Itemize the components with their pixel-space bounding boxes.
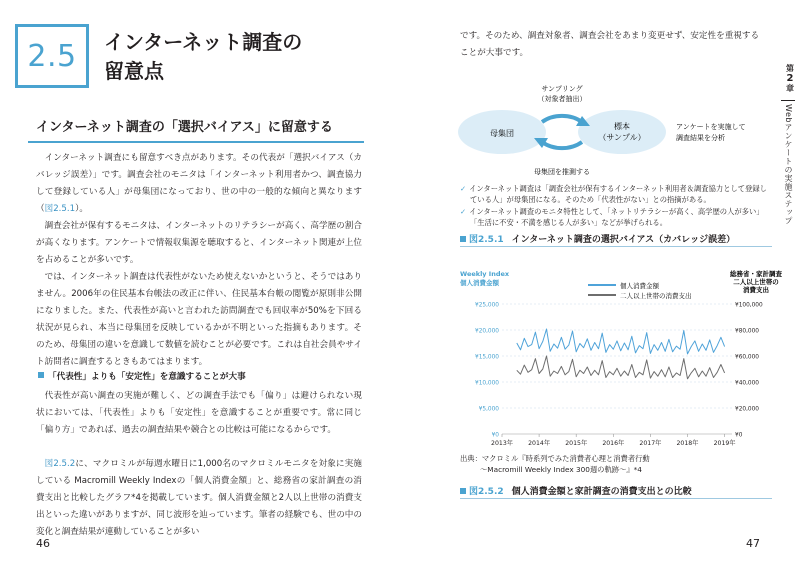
left-tick-label: ¥20,000	[475, 328, 499, 335]
legend-label-household: 二人以上世帯の消費支出	[620, 292, 692, 300]
left-tick-label: ¥0	[491, 432, 499, 439]
consumption-line-chart	[456, 266, 786, 452]
left-tick-label: ¥5,000	[478, 406, 499, 413]
right-axis-title-line2: 二人以上世帯の	[733, 278, 779, 286]
figure-2-5-1-number	[460, 235, 504, 245]
paragraph-2: 調査会社が保有するモニタは、インターネットのリテラシーが高く、高学歴の割合が高くなります。アンケートで情報収集源を聴取すると、インターネット関連が上位を占めることが多いです。	[36, 221, 362, 265]
legend-label-personal: 個人消費金額	[620, 282, 659, 290]
analysis-note-line2: 調査結果を分析	[676, 134, 725, 142]
section-title-line2: 留意点	[104, 59, 164, 83]
x-tick-label: 2019年	[713, 440, 736, 447]
left-axis-title-line1: Weekly Index	[460, 270, 510, 278]
continuation-text: です。そのため、調査対象者、調査会社をあまり変更せず、安定性を重視することが大事です。	[460, 31, 760, 58]
right-tick-label: ¥40,000	[735, 380, 759, 387]
inference-label: 母集団を推測する	[534, 168, 590, 176]
para1-text-a: インターネット調査にも留意すべき点があります。その代表が「選択バイアス（カバレッジ誤差）」です。調査会社のモニタは「インターネット利用者かつ、調査協力して登録している人」が母集団になっており、世の中の一般的な傾向と異なります（	[36, 153, 362, 214]
bullet-heading-text: 「代表性」よりも「安定性」を意識することが大事	[48, 372, 246, 382]
page-number-left: 46	[36, 537, 50, 550]
source-line2: ～Macromill Weekly Index 300週の軌跡～』*4	[480, 464, 642, 474]
paragraph-1	[36, 150, 362, 218]
figure-2-5-2-title: 個人消費金額と家計調査の消費支出との比較	[511, 487, 692, 497]
para1-text-b: ）。	[75, 204, 88, 214]
sample-label-line2: （サンプル）	[598, 133, 646, 142]
sampling-label-line1: サンプリング	[541, 85, 583, 93]
side-chapter-title: Webアンケートの実施ステップ	[784, 104, 793, 225]
x-tick-label: 2016年	[602, 440, 625, 447]
right-axis-title-line1: 総務省・家計調査	[730, 270, 782, 278]
square-bullet-icon	[38, 372, 44, 378]
check-list	[460, 184, 770, 230]
series-line-household-spending	[517, 356, 725, 379]
figure-ref-2-5-2[interactable]: 図2.5.2	[44, 459, 76, 469]
population-label: 母集団	[490, 129, 514, 138]
chart-ticks	[475, 303, 763, 448]
section-title-line1: インターネット調査の	[104, 30, 303, 54]
right-tick-label: ¥20,000	[735, 406, 759, 413]
chart-series	[517, 329, 725, 379]
figure-number-text: 図2.5.1	[469, 235, 504, 245]
left-tick-label: ¥10,000	[475, 380, 499, 387]
inference-arrow-arc	[542, 142, 582, 148]
check-item-text: インターネット調査のモニタ特性として、「ネットリテラシーが高く、高学歴の人が多い」「生活に不安・不満を感じる人が多い」などが挙げられる。	[469, 207, 764, 227]
section-title	[104, 28, 384, 86]
side-divider	[781, 100, 795, 101]
left-tick-label: ¥15,000	[475, 354, 499, 361]
section-number: 2.5	[27, 38, 77, 74]
paragraph-4: 代表性が高い調査の実施が難しく、どの調査手法でも「偏り」は避けられない現状においては、「代表性」よりも「安定性」を意識することが重要です。常に同じ「偏り方」であれば、過去の調査結果や競合との比較は可能になるからです。	[36, 391, 362, 435]
page-number-right: 47	[746, 537, 760, 550]
right-tick-label: ¥60,000	[735, 354, 759, 361]
x-tick-label: 2015年	[565, 440, 588, 447]
check-item	[460, 207, 770, 228]
paragraph-3: では、インターネット調査は代表性がないため使えないかというと、そうではありません。2006年の住民基本台帳法の改正に伴い、住民基本台帳の閲覧が原則非公開になりました。また、代表性が高いと言われた訪問調査でも回収率が50%を下回る状況が見られ、本当に母集団を反映しているかが不明といった指摘もあります。そのため、母集団の違いを意識して数値を読むことが必要です。これは自社会員やサイト訪問者に調査するときもあてはまります。	[36, 272, 362, 367]
source-line1: 出典：マクロミル『時系列でみた消費者心理と消費者行動	[460, 454, 650, 463]
check-icon: ✓	[460, 184, 467, 193]
right-tick-label: ¥80,000	[735, 328, 759, 335]
square-bullet-icon	[460, 236, 466, 242]
figure-2-5-1-title: インターネット調査の選択バイアス（カバレッジ誤差）	[511, 235, 736, 245]
right-page	[400, 0, 800, 568]
figure-2-5-2-number	[460, 487, 504, 497]
subheading: インターネット調査の「選択バイアス」に留意する	[36, 120, 333, 135]
square-bullet-icon	[460, 488, 466, 494]
left-tick-label: ¥25,000	[475, 302, 499, 309]
check-item-text: インターネット調査は「調査会社が保有するインターネット利用者＆調査協力として登録している人」が母集団になる。そのため「代表性がない」との指摘がある。	[469, 184, 767, 204]
check-item	[460, 184, 770, 205]
sampling-arrow-arc	[542, 116, 582, 122]
x-tick-label: 2017年	[639, 440, 662, 447]
sampling-label-line2: （対象者抽出）	[537, 95, 587, 103]
chart-source	[460, 454, 760, 475]
sample-label-line1: 標本	[614, 122, 630, 131]
para5-text: に、マクロミルが毎週水曜日に1,000名のマクロミルモニタを対象に実施している Macromill Weekly Indexの「個人消費金額」と、総務省の家計調査の消費支出と比較したグラフ*4を掲載しています。個人消費金額と2人以上世帯の消費支出といった違いがありますが、同じ波形を辿っています。筆者の経験でも、世の中の変化と調査結果が連動していることが多い	[36, 459, 362, 537]
figure-2-5-2-caption	[460, 484, 772, 499]
x-tick-label: 2013年	[491, 440, 513, 447]
check-icon: ✓	[460, 207, 467, 216]
subheading-rule	[28, 141, 364, 143]
side-chapter-suffix: 章	[786, 84, 794, 93]
section-number-box	[15, 24, 89, 88]
figure-number-text: 図2.5.2	[469, 487, 504, 497]
x-tick-label: 2014年	[528, 440, 551, 447]
right-tick-label: ¥100,000	[735, 302, 763, 309]
side-chapter-prefix: 第	[786, 64, 794, 73]
paragraph-5	[36, 456, 362, 541]
sample-oval	[578, 110, 666, 154]
sampling-diagram	[456, 82, 776, 182]
chart-grid	[502, 304, 732, 437]
side-chapter-number: 2	[786, 73, 794, 84]
bullet-heading	[38, 370, 246, 382]
right-tick-label: ¥0	[735, 432, 743, 439]
figure-ref-2-5-1[interactable]: 図2.5.1	[44, 204, 76, 214]
x-tick-label: 2018年	[676, 440, 699, 447]
analysis-note-line1: アンケートを実施して	[676, 123, 746, 131]
side-chapter-label	[783, 64, 797, 94]
series-line-personal-spending	[517, 329, 725, 354]
figure-2-5-1-caption	[460, 232, 772, 247]
right-axis-title-line3: 消費支出	[743, 286, 769, 294]
left-axis-title-line2: 個人消費金額	[460, 279, 499, 287]
